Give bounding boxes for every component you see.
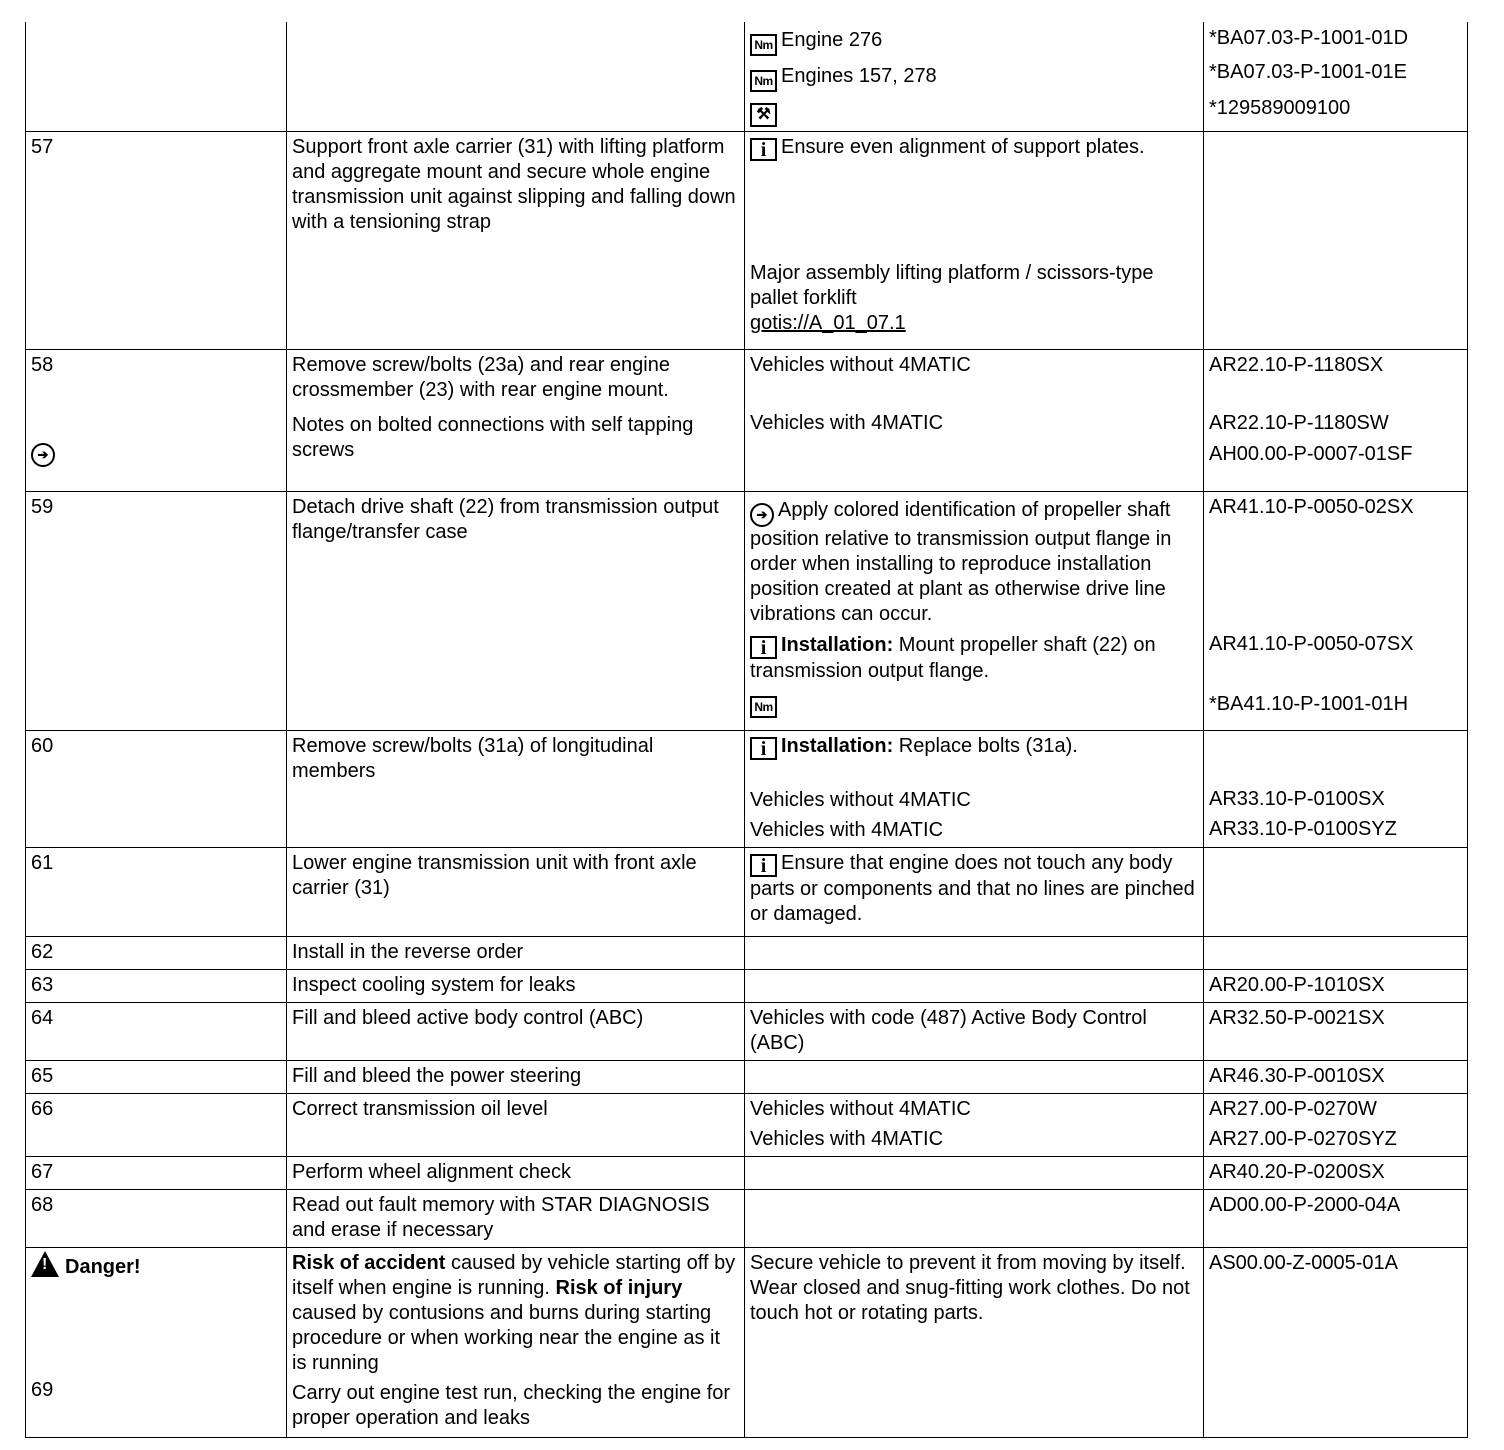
document-reference[interactable]: AR33.10-P-0100SX [1209,788,1385,810]
task-text: Detach drive shaft (22) from transmission output flange/transfer case [287,492,745,731]
task-text: Remove screw/bolts (31a) of longitudinal members [287,731,745,848]
document-reference[interactable]: AR20.00-P-1010SX [1204,970,1468,1003]
document-reference[interactable]: AR27.00-P-0270SYZ [1209,1128,1397,1150]
table-row [26,132,1468,350]
note-cell [745,1094,1204,1157]
note-cell [745,848,1204,937]
variant-text: Vehicles with 4MATIC [750,412,944,434]
note-text: Engine 276 [781,29,883,51]
variant-text: Vehicles without 4MATIC [750,789,971,811]
step-number: 63 [26,970,287,1003]
note-text: Replace bolts (31a). [898,735,1078,757]
table-row [26,1061,1468,1094]
step-number: 64 [26,1003,287,1061]
step-number: 62 [26,937,287,970]
warning-triangle-icon [31,1251,59,1277]
installation-label: Installation: [781,735,894,757]
table-row [26,731,1468,848]
note-text: Major assembly lifting platform / scissors-type pallet forklift [750,262,1154,309]
reference-cell [1204,492,1468,731]
procedure-page [25,22,1468,1438]
variant-text: Vehicles with code (487) Active Body Control (ABC) [745,1003,1204,1061]
step-number: 68 [26,1190,287,1248]
part-number: *129589009100 [1209,97,1351,119]
note-cell [745,1157,1204,1190]
task-text: Remove screw/bolts (23a) and rear engine crossmember (23) with rear engine mount. [292,354,670,401]
step-cell [26,350,287,492]
task-text: Perform wheel alignment check [287,1157,745,1190]
document-reference[interactable]: AR46.30-P-0010SX [1204,1061,1468,1094]
step-number: 65 [26,1061,287,1094]
note-text: Apply colored identification of propeller shaft position relative to transmission output flange in order when installing to reproduce installation position created at plant as otherwise drive line vibrations can occur. [750,499,1172,625]
document-reference[interactable]: AS00.00-Z-0005-01A [1204,1248,1468,1438]
note-cell [745,1248,1204,1438]
variant-text: Vehicles without 4MATIC [750,354,971,376]
document-reference[interactable]: AR22.10-P-1180SW [1209,412,1389,434]
note-cell [745,22,1204,132]
gotis-link[interactable]: gotis://A_01_07.1 [750,312,906,334]
reference-cell [1204,848,1468,937]
step-number: 61 [26,848,287,937]
risk-label: Risk of accident [292,1252,446,1274]
step-number: 57 [26,132,287,350]
note-text: Mount propeller shaft (22) on transmission output flange. [750,634,1156,682]
note-text: Ensure even alignment of support plates. [781,136,1145,158]
task-text: Carry out engine test run, checking the engine for proper operation and leaks [292,1382,731,1429]
task-text: Inspect cooling system for leaks [287,970,745,1003]
risk-label: Risk of injury [555,1277,683,1299]
task-cell [287,1248,745,1438]
table-row [26,1248,1468,1438]
document-reference[interactable]: AD00.00-P-2000-04A [1204,1190,1468,1248]
task-text: Notes on bolted connections with self tapping screws [292,414,694,461]
reference-cell [1204,731,1468,848]
table-row [26,492,1468,731]
document-reference[interactable]: AR32.50-P-0021SX [1204,1003,1468,1061]
reference-cell [1204,132,1468,350]
note-cell [745,350,1204,492]
document-reference[interactable]: *BA07.03-P-1001-01D [1209,27,1409,49]
risk-description: caused by vehicle starting off by itself when engine is running. [292,1252,736,1299]
task-text: Support front axle carrier (31) with lifting platform and aggregate mount and secure whole engine transmission unit against slipping and falling down with a tensioning strap [287,132,745,350]
note-cell [745,937,1204,970]
note-text: Wear closed and snug-fitting work clothes. Do not touch hot or rotating parts. [750,1277,1190,1324]
table-row [26,848,1468,937]
task-text: Read out fault memory with STAR DIAGNOSIS and erase if necessary [287,1190,745,1248]
table-row [26,1190,1468,1248]
note-cell [745,970,1204,1003]
risk-text [292,1251,739,1376]
step-number: 67 [26,1157,287,1190]
procedure-table [25,22,1468,1438]
task-text: Lower engine transmission unit with front axle carrier (31) [287,848,745,937]
step-cell [26,22,287,132]
note-text: Ensure that engine does not touch any body parts or components and that no lines are pinched or damaged. [750,852,1195,925]
task-text: Fill and bleed active body control (ABC) [287,1003,745,1061]
reference-cell [1204,1094,1468,1157]
note-cell [745,731,1204,848]
document-reference[interactable]: AR41.10-P-0050-02SX [1209,496,1414,518]
document-reference[interactable]: AR41.10-P-0050-07SX [1209,633,1414,655]
info-icon: i [750,737,777,760]
risk-description: caused by contusions and burns during starting procedure or when working near the engine as it is running [292,1302,721,1374]
variant-text: Vehicles with 4MATIC [750,819,944,841]
table-row [26,970,1468,1003]
info-icon: i [750,854,777,877]
document-reference[interactable]: *BA41.10-P-1001-01H [1209,693,1409,715]
reference-cell [1204,22,1468,132]
table-row [26,1003,1468,1061]
note-arrow-icon: ➔ [750,503,774,527]
table-row [26,22,1468,132]
note-text: Secure vehicle to prevent it from moving by itself. [750,1252,1186,1274]
step-number: 59 [26,492,287,731]
task-cell [287,350,745,492]
info-icon: i [750,636,777,659]
danger-label: Danger! [65,1256,141,1278]
step-number: 60 [26,731,287,848]
task-cell [287,22,745,132]
task-text: Install in the reverse order [287,937,745,970]
step-number: 66 [26,1094,287,1157]
document-reference[interactable]: AR33.10-P-0100SYZ [1209,818,1397,840]
task-text: Fill and bleed the power steering [287,1061,745,1094]
step-number: 69 [31,1379,54,1401]
variant-text: Vehicles without 4MATIC [750,1098,971,1120]
document-reference[interactable]: AH00.00-P-0007-01SF [1209,443,1413,465]
special-tool-icon: ⚒ [750,103,777,127]
table-row [26,937,1468,970]
table-row [26,1094,1468,1157]
torque-icon: Nm [750,70,777,92]
reference-cell [1204,350,1468,492]
torque-icon: Nm [750,34,777,56]
document-reference[interactable]: *BA07.03-P-1001-01E [1209,61,1407,83]
step-number: 58 [31,354,54,376]
note-cell [745,132,1204,350]
note-cell [745,492,1204,731]
document-reference[interactable]: AR40.20-P-0200SX [1204,1157,1468,1190]
task-text: Correct transmission oil level [287,1094,745,1157]
note-cell [745,1061,1204,1094]
document-reference[interactable]: AR22.10-P-1180SX [1209,354,1384,376]
installation-label: Installation: [781,634,894,656]
table-row [26,1157,1468,1190]
note-text: Engines 157, 278 [781,65,937,87]
info-icon: i [750,138,777,161]
variant-text: Vehicles with 4MATIC [750,1128,944,1150]
document-reference[interactable]: AR27.00-P-0270W [1209,1098,1377,1120]
note-cell [745,1190,1204,1248]
reference-cell [1204,937,1468,970]
note-arrow-icon: ➔ [31,443,55,467]
table-row [26,350,1468,492]
step-cell [26,1248,287,1438]
torque-icon: Nm [750,696,777,718]
